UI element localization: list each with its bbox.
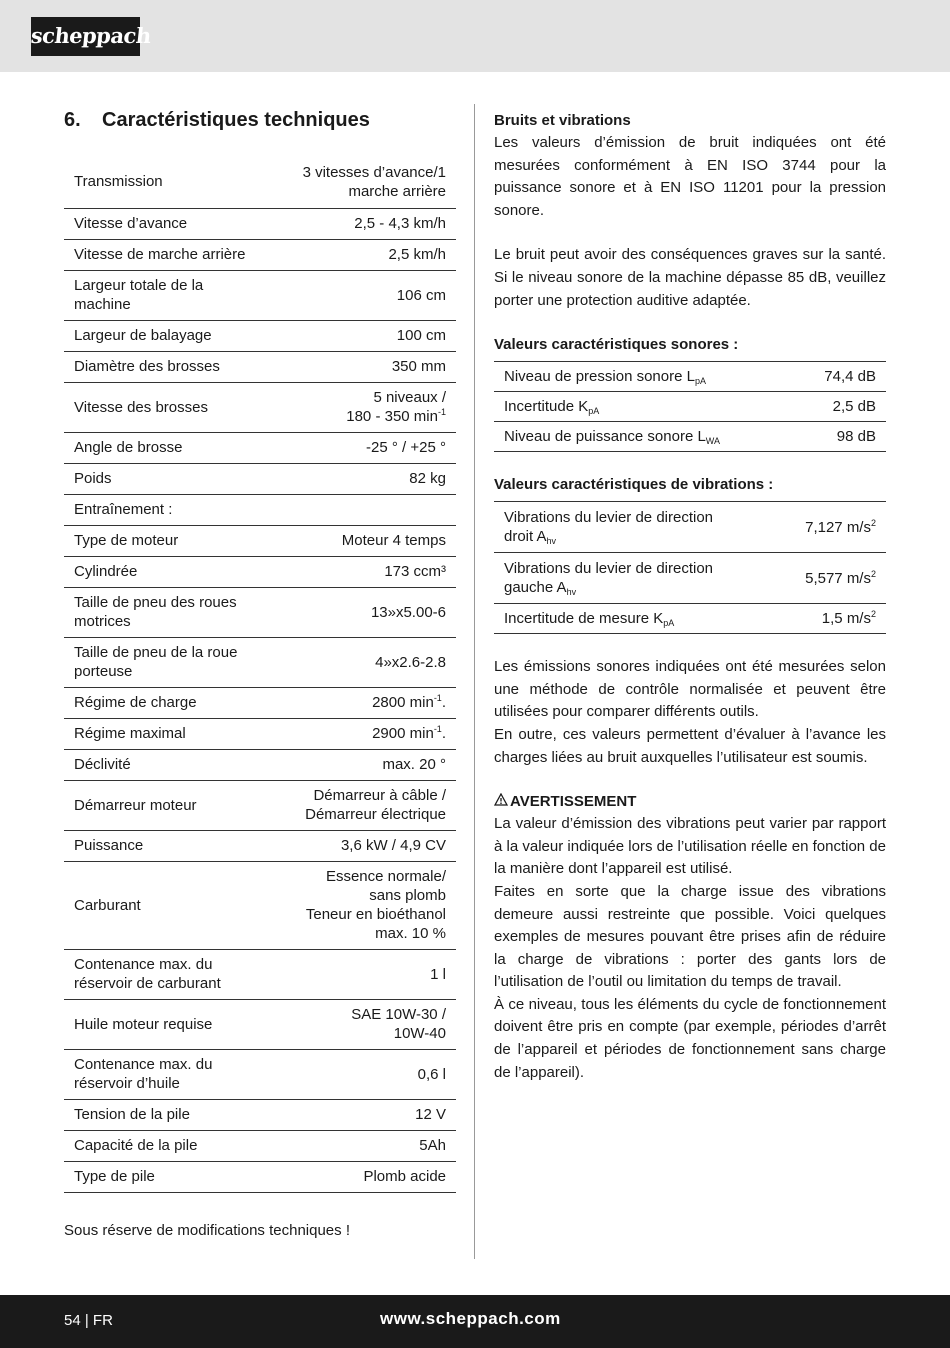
cell-text-line: 13»x5.00-6 — [370, 603, 446, 621]
cell-text-line: Incertitude de mesure K — [504, 610, 664, 628]
vibration-values-table — [494, 501, 886, 634]
spec-value — [269, 749, 456, 780]
spec-label: Largeur de balayage — [64, 320, 269, 351]
spec-row — [64, 830, 456, 861]
cell-text-line: Teneur en bioéthanol — [305, 906, 446, 923]
cell-text-line: 180 - 350 min — [346, 408, 438, 425]
cell-text-line: 0,6 l — [417, 1065, 446, 1083]
spec-row — [64, 718, 456, 749]
spec-row — [64, 382, 456, 432]
spec-row — [64, 432, 456, 463]
section-number: 6. — [64, 109, 81, 131]
subscript: WA — [705, 436, 720, 447]
spec-row — [64, 525, 456, 556]
footnote: Sous réserve de modifications techniques ! — [64, 1222, 350, 1239]
spec-label: Contenance max. du réservoir de carburant — [64, 949, 269, 999]
vibration-label — [494, 553, 775, 604]
spec-label: Huile moteur requise — [64, 999, 269, 1049]
spec-row — [64, 861, 456, 949]
spec-row — [64, 239, 456, 270]
brand-logo: scheppach — [31, 17, 140, 56]
spec-label: Déclivité — [64, 749, 269, 780]
cell-text-line: 173 ccm³ — [384, 563, 446, 580]
cell-text-line: SAE 10W-30 / — [351, 1006, 446, 1023]
spec-value — [269, 999, 456, 1049]
superscript: -1 — [433, 724, 442, 734]
sound-row — [494, 392, 886, 422]
vibration-row — [494, 502, 886, 553]
sound-label-text: Niveau de puissance sonore L — [504, 428, 706, 446]
warning-paragraph-3: À ce niveau, tous les éléments du cycle de fonctionnement doivent être pris en compte (par exemple, périodes d’arrêt de l’appareil et périodes de fonctionnement sans charge de l’appareil). — [494, 995, 886, 1081]
cell-text-line: 4»x2.6-2.8 — [375, 653, 446, 671]
spec-label: Diamètre des brosses — [64, 351, 269, 382]
spec-value — [269, 208, 456, 239]
cell-text-line: 2800 min — [372, 694, 434, 711]
specs-table — [64, 156, 456, 1193]
sound-row — [494, 422, 886, 452]
spec-row — [64, 999, 456, 1049]
spec-row — [64, 156, 456, 208]
spec-label: Capacité de la pile — [64, 1130, 269, 1161]
spec-value — [269, 156, 456, 208]
noise-paragraph-1: Les valeurs d’émission de bruit indiquées ont été mesurées conformément à EN ISO 3744 pour la puissance sonore et à EN ISO 11201 pour la pression sonore. — [494, 134, 886, 219]
cell-text-line: 12 V — [415, 1106, 446, 1123]
spec-value — [269, 830, 456, 861]
spec-row — [64, 1049, 456, 1099]
sound-values-heading: Valeurs caractéristiques sonores : — [494, 336, 739, 354]
sound-value: 2,5 dB — [795, 392, 886, 422]
sound-value: 98 dB — [795, 422, 886, 452]
vibration-value-text: 5,577 m/s — [805, 569, 871, 587]
suffix: . — [441, 725, 446, 742]
spec-value — [269, 239, 456, 270]
spec-label: Vitesse d’avance — [64, 208, 269, 239]
suffix: . — [441, 694, 446, 711]
spec-label: Type de pile — [64, 1161, 269, 1192]
cell-text-line: max. 20 ° — [382, 756, 446, 773]
spec-value — [269, 1099, 456, 1130]
sound-value: 74,4 dB — [795, 362, 886, 392]
cell-text-line: sans plomb — [369, 887, 446, 904]
spec-row — [64, 351, 456, 382]
sound-label — [494, 392, 795, 422]
subscript: pA — [694, 376, 706, 387]
warning-paragraph-2: Faites en sorte que la charge issue des vibrations demeure aussi restreinte que possible. Voici quelques exemples de mesures pouvant être prises afin de réduire la charge de vibrations : porter des gants lors de l’utilisation de l’outil ou limitation du temps de travail. — [494, 882, 886, 991]
superscript: -1 — [437, 407, 446, 417]
spec-label: Type de moteur — [64, 525, 269, 556]
cell-text-line: 3,6 kW / 4,9 CV — [340, 837, 446, 854]
spec-value — [269, 1161, 456, 1192]
page-number: 54 | FR — [64, 1312, 113, 1329]
spec-row — [64, 1130, 456, 1161]
cell-text-line: 5Ah — [419, 1137, 446, 1154]
cell-text-line: max. 10 % — [375, 925, 446, 942]
sound-label-text: Incertitude K — [504, 398, 589, 416]
spec-label: Démarreur moteur — [64, 780, 269, 830]
subscript: pA — [588, 406, 600, 417]
spec-label: Vitesse des brosses — [64, 382, 269, 432]
cell-text-line: Moteur 4 temps — [341, 532, 446, 549]
superscript: 2 — [870, 568, 876, 579]
spec-row — [64, 556, 456, 587]
vibration-value — [775, 553, 886, 604]
spec-row — [64, 780, 456, 830]
superscript: 2 — [870, 517, 876, 528]
vibration-value — [775, 604, 886, 634]
spec-label: Taille de pneu des roues motrices — [64, 587, 269, 637]
spec-row — [64, 463, 456, 494]
warning-icon — [494, 791, 510, 813]
cell-text-line: 106 cm — [396, 286, 446, 304]
spec-label: Cylindrée — [64, 556, 269, 587]
cell-text-line: 100 cm — [396, 327, 446, 344]
left-column — [64, 108, 456, 1193]
cell-text-line: 1 l — [430, 965, 446, 983]
page-footer — [0, 1295, 950, 1348]
spec-value — [269, 432, 456, 463]
cell-text-line: Vibrations du levier de direction — [504, 509, 714, 527]
spec-row — [64, 1099, 456, 1130]
spec-value — [269, 320, 456, 351]
spec-row — [64, 270, 456, 320]
warning-heading-text: AVERTISSEMENT — [510, 793, 637, 811]
spec-label: Largeur totale de la machine — [64, 270, 269, 320]
spec-row — [64, 687, 456, 718]
cell-text-line: gauche A — [504, 579, 567, 597]
vibration-row — [494, 604, 886, 634]
sound-label-text: Niveau de pression sonore L — [504, 368, 695, 386]
spec-value — [269, 1049, 456, 1099]
subscript: pA — [663, 618, 675, 629]
cell-text-line: Vibrations du levier de direction — [504, 560, 714, 578]
emission-paragraph-1: Les émissions sonores indiquées ont été mesurées selon une méthode de contrôle normalisée et peuvent être utilisées pour comparer différents outils. — [494, 658, 886, 721]
spec-row — [64, 587, 456, 637]
cell-text-line: 350 mm — [391, 358, 446, 375]
spec-label: Carburant — [64, 861, 269, 949]
cell-text-line: 5 niveaux / — [373, 389, 446, 406]
spec-row — [64, 494, 456, 525]
spec-label: Vitesse de marche arrière — [64, 239, 269, 270]
spec-label: Transmission — [64, 156, 269, 208]
section-title-text: Caractéristiques techniques — [102, 109, 370, 131]
spec-value — [269, 525, 456, 556]
subscript: hv — [546, 536, 557, 547]
subscript: hv — [566, 587, 577, 598]
spec-value — [269, 949, 456, 999]
cell-text-line: 3 vitesses d’avance/1 — [302, 163, 446, 181]
cell-text-line: Plomb acide — [363, 1168, 446, 1185]
cell-text-line: Démarreur à câble / — [313, 787, 446, 804]
warning-paragraph-1: La valeur d’émission des vibrations peut varier par rapport à la valeur indiquée lors de l’utilisation réelle en fonction de la manière dont l’appareil est utilisé. — [494, 815, 886, 878]
section-title — [64, 108, 456, 132]
page-header — [0, 0, 950, 72]
spec-label: Régime de charge — [64, 687, 269, 718]
noise-heading: Bruits et vibrations — [494, 112, 631, 129]
spec-label: Entraînement : — [64, 494, 269, 525]
cell-text-line: 10W-40 — [393, 1025, 446, 1042]
vibration-value — [775, 502, 886, 553]
cell-text-line: 82 kg — [409, 470, 446, 487]
spec-row — [64, 1161, 456, 1192]
spec-value — [269, 270, 456, 320]
spec-row — [64, 949, 456, 999]
cell-text-line: 2,5 - 4,3 km/h — [354, 215, 446, 232]
spec-value — [269, 351, 456, 382]
spec-value — [269, 556, 456, 587]
spec-value — [269, 1130, 456, 1161]
cell-text-line: marche arrière — [348, 182, 446, 200]
spec-label: Poids — [64, 463, 269, 494]
superscript: 2 — [870, 609, 876, 620]
spec-value — [269, 587, 456, 637]
cell-text-line: 2900 min — [372, 725, 434, 742]
vibration-label — [494, 502, 775, 553]
column-divider — [474, 104, 475, 1259]
spec-value — [269, 463, 456, 494]
website-url: www.scheppach.com — [380, 1309, 561, 1328]
cell-text-line: droit A — [504, 528, 547, 546]
vibration-value-text: 7,127 m/s — [805, 518, 871, 536]
sound-values-table — [494, 361, 886, 452]
vibration-row — [494, 553, 886, 604]
cell-text-line: -25 ° / +25 ° — [366, 439, 446, 456]
spec-value — [269, 780, 456, 830]
noise-paragraph-2: Le bruit peut avoir des conséquences graves sur la santé. Si le niveau sonore de la machine dépasse 85 dB, veuillez porter une protection auditive adaptée. — [494, 246, 886, 309]
spec-label: Angle de brosse — [64, 432, 269, 463]
cell-text-line: Démarreur électrique — [305, 806, 446, 823]
spec-value — [269, 718, 456, 749]
spec-row — [64, 749, 456, 780]
sound-label — [494, 422, 795, 452]
right-column — [494, 110, 886, 1084]
spec-value — [269, 637, 456, 687]
cell-text-line: 2,5 km/h — [388, 246, 446, 263]
spec-row — [64, 320, 456, 351]
spec-row — [64, 637, 456, 687]
spec-value — [269, 382, 456, 432]
cell-text-line: Essence normale/ — [325, 868, 446, 885]
vibration-label — [494, 604, 775, 634]
emission-paragraph-2: En outre, ces valeurs permettent d’évaluer à l’avance les charges liées au bruit auxquelles l’utilisateur est soumis. — [494, 725, 886, 766]
warning-heading — [494, 791, 886, 813]
spec-label: Contenance max. du réservoir d’huile — [64, 1049, 269, 1099]
superscript: -1 — [433, 693, 442, 703]
spec-label: Taille de pneu de la roue porteuse — [64, 637, 269, 687]
spec-label: Régime maximal — [64, 718, 269, 749]
spec-value — [269, 687, 456, 718]
spec-label: Puissance — [64, 830, 269, 861]
sound-label — [494, 362, 795, 392]
sound-row — [494, 362, 886, 392]
spec-label: Tension de la pile — [64, 1099, 269, 1130]
spec-value — [269, 494, 456, 525]
spec-value — [269, 861, 456, 949]
spec-row — [64, 208, 456, 239]
vibration-value-text: 1,5 m/s — [821, 610, 871, 628]
vibration-values-heading: Valeurs caractéristiques de vibrations : — [494, 476, 774, 494]
